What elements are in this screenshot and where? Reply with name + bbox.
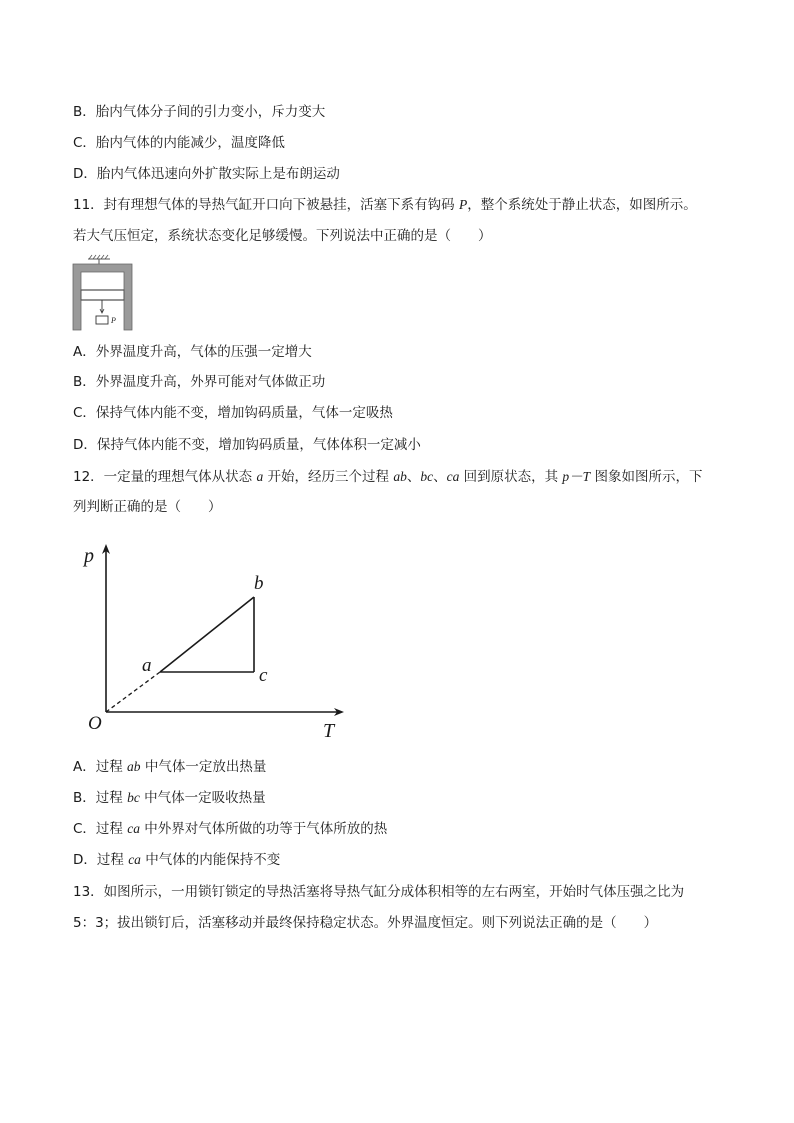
x-axis-label: T xyxy=(323,720,335,740)
q11-option-d: D．保持气体内能不变，增加钩码质量，气体体积一定减小 xyxy=(73,437,421,453)
q12-stem-sep1: 、 xyxy=(406,469,421,485)
q12-stem-line1 xyxy=(73,467,702,487)
origin-label: O xyxy=(88,713,102,734)
q13-stem-line1: 13．如图所示，一用锁钉锁定的导热活塞将导热气缸分成体积相等的左右两室，开始时气体压强之比为 xyxy=(73,884,685,900)
q12-option-d-pre: D．过程 xyxy=(73,852,129,868)
point-c-label: c xyxy=(259,665,268,686)
q11-stem-text-a: 11．封有理想气体的导热气缸开口向下被悬挂，活塞下系有钩码 xyxy=(73,197,459,213)
q12-stem-var-a: a xyxy=(256,469,264,484)
q12-option-d-post: 中气体的内能保持不变 xyxy=(140,852,281,868)
dashed-extension xyxy=(106,672,160,712)
q12-option-a-pre: A．过程 xyxy=(73,759,128,775)
q12-stem-ab: ab xyxy=(393,469,407,484)
q11-option-c: C．保持气体内能不变，增加钩码质量，气体一定吸热 xyxy=(73,405,393,421)
point-a-label: a xyxy=(142,655,152,676)
q12-option-a-var: ab xyxy=(127,759,141,774)
q12-stem-text-d: 图象如图所示，下 xyxy=(590,469,703,485)
q10-option-b: B．胎内气体分子间的引力变小，斥力变大 xyxy=(73,104,326,120)
process-ab xyxy=(160,597,254,672)
q12-option-c-var: ca xyxy=(127,821,140,836)
q13-stem-line2: 5：3；拔出锁钉后，活塞移动并最终保持稳定状态。外界温度恒定。则下列说法正确的是（ ） xyxy=(73,915,658,931)
point-b-label: b xyxy=(254,573,264,594)
q12-stem-pt: p－T xyxy=(562,469,591,484)
p-t-graph xyxy=(78,540,348,740)
q10-option-c: C．胎内气体的内能减少，温度降低 xyxy=(73,135,285,151)
q11-stem-var-p: P xyxy=(458,197,468,212)
q12-option-c-pre: C．过程 xyxy=(73,821,128,837)
q12-option-d xyxy=(73,850,280,870)
q12-option-b-var: bc xyxy=(127,790,140,805)
q12-option-a xyxy=(73,757,266,777)
q12-stem-sep2: 、 xyxy=(433,469,447,485)
q11-stem-line2: 若大气压恒定，系统状态变化足够缓慢。下列说法中正确的是（ ） xyxy=(73,228,492,244)
q11-stem-line1 xyxy=(73,195,697,215)
q12-option-b xyxy=(73,788,266,808)
q11-option-b: B．外界温度升高，外界可能对气体做正功 xyxy=(73,374,326,390)
q12-option-b-post: 中气体一定吸收热量 xyxy=(139,790,266,806)
q11-stem-text-b: ，整个系统处于静止状态，如图所示。 xyxy=(467,197,697,213)
q12-stem-ca: ca xyxy=(446,469,460,484)
q12-option-d-var: ca xyxy=(128,852,141,867)
q12-stem-bc: bc xyxy=(420,469,434,484)
hanging-cylinder-figure xyxy=(70,253,136,331)
q12-stem-line2: 列判断正确的是（ ） xyxy=(73,499,222,515)
q12-option-c-post: 中外界对气体所做的功等于气体所放的热 xyxy=(139,821,388,837)
q12-option-b-pre: B．过程 xyxy=(73,790,128,806)
q12-option-c xyxy=(73,819,387,839)
q12-stem-text-a: 12．一定量的理想气体从状态 xyxy=(73,469,257,485)
q10-option-d: D．胎内气体迅速向外扩散实际上是布朗运动 xyxy=(73,166,340,182)
q11-option-a: A．外界温度升高，气体的压强一定增大 xyxy=(73,344,312,360)
weight-label: P xyxy=(111,316,116,325)
q12-stem-text-c: 回到原状态，其 xyxy=(459,469,563,485)
y-axis-label: p xyxy=(84,545,94,567)
q12-option-a-post: 中气体一定放出热量 xyxy=(140,759,267,775)
q12-stem-text-b: 开始，经历三个过程 xyxy=(263,469,394,485)
